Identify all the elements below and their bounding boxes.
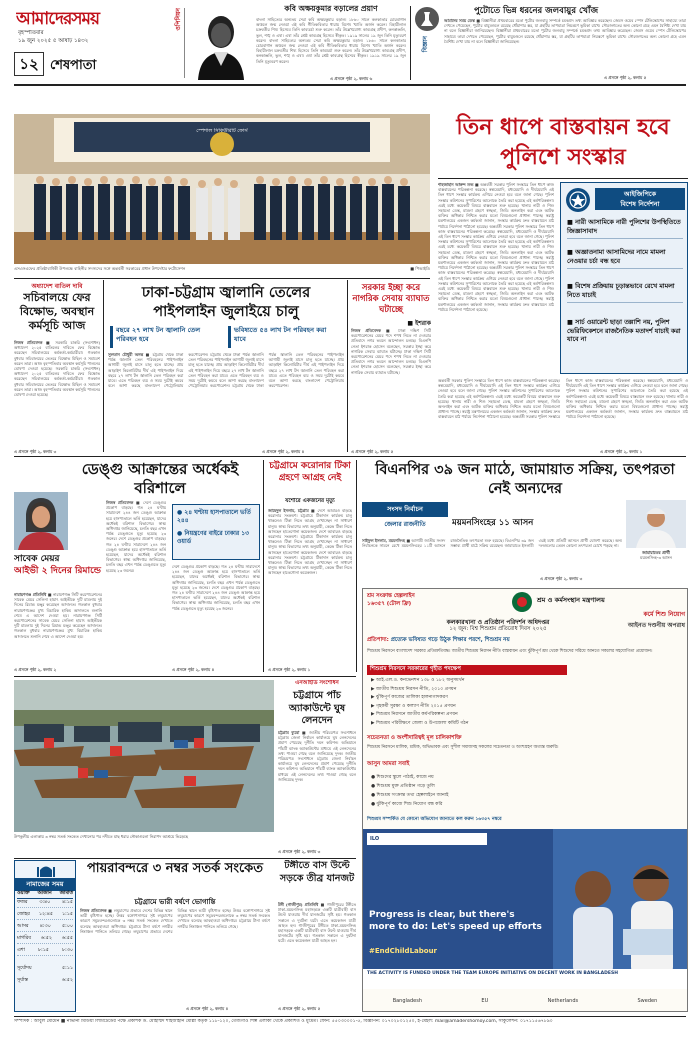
pipeline-bullet: ভবিষ্যতে ৫৪ লাখ টন পরিবহন করা যাবে	[228, 326, 340, 348]
opinion-body: বাংলা সাহিত্যের অন্যতম সেরা কবি অক্ষয়কুমার বড়াল। ১৮৬০ সালে কলকাতার চোরবাগান অঞ্চলে জন্ম নেওয়া এই কবি গীতিকবিতার ধারায় বিশেষ খ্যাতি অর্জন করেন। বিহারীলাল চক্রবর্তীর শিষ্য হিসেবে তিনি কাব্যচর্চা শুরু করেন। তাঁর উল্লেখযোগ্য কাব্যগ্রন্থ প্রদীপ, কনকাঞ্জলি, ভুল, শঙ্খ ও এষা। এষা তাঁর শ্রেষ্ঠ কাব্যগ্রন্থ হিসেবে স্বীকৃত। ১৯১৯ সালের ১৯ জুন তিনি মৃত্যুবরণ করেন। বাংলা সাহিত্যের অন্যতম সেরা কবি অক্ষয়কুমার বড়াল। ১৮৬০ সালে কলকাতার চোরবাগান অঞ্চলে জন্ম নেওয়া এই কবি গীতিকবিতার ধারায় বিশেষ খ্যাতি অর্জন করেন। বিহারীলাল চক্রবর্তীর শিষ্য হিসেবে তিনি কাব্যচর্চা শুরু করেন। তাঁর উল্লেখযোগ্য কাব্যগ্রন্থ প্রদীপ, কনকাঞ্জলি, ভুল, শঙ্খ ও এষা। এষা তাঁর শ্রেষ্ঠ কাব্যগ্রন্থ হিসেবে স্বীকৃত। ১৯১৯ সালের ১৯ জুন তিনি মৃত্যুবরণ করেন।	[256, 17, 406, 64]
photo-banner-text: স্পেশাল সিকিউরিটি ফোর্স	[196, 128, 248, 134]
science-title[interactable]: পুটোতে ভিন্ন ধরনের জলবায়ুর খোঁজ	[474, 6, 599, 16]
pipeline-body: সুলতান চৌধুরী অনন্ত ■ চট্টগ্রাম থেকে ঢাকা পর্যন্ত জ্বালানি তেল পরিবহনের পাইপলাইন আগামী জুলাই মাসে চালু হতে যাচ্ছে। প্রায় আড়াইশ কিলোমিটার দীর্ঘ এই পাইপলাইন দিয়ে বছরে ২৭ লাখ টন জ্বালানি তেল পরিবহন করা যাবে। এতে পরিবহন ব্যয় ও সময় দুটোই কমবে বলে আশা করছে বাংলাদেশ পেট্রোলিয়াম করপোরেশন। চট্টগ্রাম থেকে ঢাকা পর্যন্ত জ্বালানি তেল পরিবহনের পাইপলাইন আগামী জুলাই মাসে চালু হতে যাচ্ছে। প্রায় আড়াইশ কিলোমিটার দীর্ঘ এই পাইপলাইন দিয়ে বছরে ২৭ লাখ টন জ্বালানি তেল পরিবহন করা যাবে। এতে পরিবহন ব্যয় ও সময় দুটোই কমবে বলে আশা করছে বাংলাদেশ পেট্রোলিয়াম করপোরেশন। চট্টগ্রাম থেকে ঢাকা পর্যন্ত জ্বালানি তেল পরিবহনের পাইপলাইন আগামী জুলাই মাসে চালু হতে যাচ্ছে। প্রায় আড়াইশ কিলোমিটার দীর্ঘ এই পাইপলাইন দিয়ে বছরে ২৭ লাখ টন জ্বালানি তেল পরিবহন করা যাবে। এতে পরিবহন ব্যয় ও সময় দুটোই কমবে বলে আশা করছে বাংলাদেশ পেট্রোলিয়াম করপোরেশন।	[108, 352, 344, 389]
masthead-logo[interactable]	[16, 6, 166, 28]
payra-continue[interactable]: এ প্রসঙ্গে পৃষ্ঠা ২, কলাম ৪	[186, 1006, 229, 1011]
section-name: শেষপাতা	[50, 58, 97, 73]
poet-portrait	[190, 8, 252, 80]
sun-row: সূর্যাস্ত ৬:৫২	[17, 978, 73, 983]
divider	[14, 1016, 686, 1017]
ad-list-item: ▶ শিশুশ্রম নিরসনে জাতীয় কর্মপরিকল্পনা প্রণয়ন	[371, 712, 458, 717]
pipeline-headline[interactable]: ঢাকা-চট্টগ্রাম জ্বালানি তেলের পাইপলাইন জুলাইয়ে চালু	[141, 284, 311, 320]
ad-banner	[363, 829, 687, 989]
ad-footnote: শিশুশ্রম সম্পর্কিত যে কোনো অভিযোগ জানাতে কল করুন ১৬৩৫৭ নম্বরে	[367, 817, 502, 822]
bus-body: টঙ্গী (গাজীপুর) প্রতিনিধি ■ গাজীপুরের টঙ্গীতে ঢাকা-ময়মনসিংহ মহাসড়কে একটি যাত্রীবাহী বাস উল্টে যাওয়ায় দীর্ঘ যানজটের সৃষ্টি হয়। গতকাল সকালে এ দুর্ঘটনা ঘটে। এতে কয়েকজন যাত্রী আহত হন। গাজীপুরের টঙ্গীতে ঢাকা-ময়মনসিংহ মহাসড়কে একটি যাত্রীবাহী বাস উল্টে যাওয়ায় দীর্ঘ যানজটের সৃষ্টি হয়। গতকাল সকালে এ দুর্ঘটনা ঘটে। এতে কয়েকজন যাত্রী আহত হন।	[278, 902, 356, 944]
police-headline[interactable]: তিন ধাপে বাস্তবায়ন হবে পুলিশে সংস্কার	[456, 114, 670, 170]
ad-intro: শিশুশ্রম নিরসনে বাংলাদেশ সরকার প্রতিশ্রুতিবদ্ধ। জাতীয় শিশুশ্রম নিরসন নীতি বাস্তবায়ন এবং ঝুঁকিপূর্ণ শ্রম থেকে শিশুদের সরিয়ে আনতে সকলের সহযোগিতা প্রয়োজন।	[367, 649, 653, 654]
divider	[263, 460, 264, 672]
sachibalaya-continue[interactable]: এ প্রসঙ্গে পৃষ্ঠা ২, কলাম ৩	[14, 449, 57, 454]
ad-section2-title: সচেতনতা ও অংশীদারিত্বই মূল চালিকাশক্তি	[367, 735, 462, 741]
prayer-row: ফজর ৩:৪০ ৪:১৫	[17, 899, 73, 908]
corona-body: জাহেদুল ইসলাম, চট্টগ্রাম ■ দেশে আবারও বাড়ছে করোনার সংক্রমণ। চট্টগ্রামে টিকাদান কার্যক্রম চালু থাকলেও টিকা নিতে আগ্রহ দেখাচ্ছেন না সাধারণ মানুষ। স্বাস্থ্য বিভাগের তথ্য অনুযায়ী, কেন্দ্রে টিকা নিতে আসছেন হাতেগোনা কয়েকজন। দেশে আবারও বাড়ছে করোনার সংক্রমণ। চট্টগ্রামে টিকাদান কার্যক্রম চালু থাকলেও টিকা নিতে আগ্রহ দেখাচ্ছেন না সাধারণ মানুষ। স্বাস্থ্য বিভাগের তথ্য অনুযায়ী, কেন্দ্রে টিকা নিতে আসছেন হাতেগোনা কয়েকজন। দেশে আবারও বাড়ছে করোনার সংক্রমণ। চট্টগ্রামে টিকাদান কার্যক্রম চালু থাকলেও টিকা নিতে আগ্রহ দেখাচ্ছেন না সাধারণ মানুষ। স্বাস্থ্য বিভাগের তথ্য অনুযায়ী, কেন্দ্রে টিকা নিতে আসছেন হাতেগোনা কয়েকজন।	[268, 508, 352, 576]
ivy-caption: সাবেক মেয়র আইভী ২ দিনের রিমান্ডে	[14, 554, 101, 576]
pipeline-continue[interactable]: এ প্রসঙ্গে পৃষ্ঠা ২, কলাম ৪	[262, 449, 305, 454]
prayer-times-box	[14, 860, 76, 1012]
divider	[410, 6, 411, 80]
ad-list-item: ● শিশুশ্রম মুক্ত প্রতিষ্ঠান গড়ে তুলি	[371, 784, 435, 789]
jamaat-photo-caption: জামায়াতের প্রার্থী ময়মনসিংহ-৩ আসন	[640, 550, 672, 560]
prayer-row: মাগরিব ৬:৫২ ৬:৫৫	[17, 935, 73, 944]
ad-theme: প্রতিপাদ্য: প্রত্যেক ভবিষ্যত গড়ে উঠুক শিক্ষার পরশে, শিশুশ্রম নয়	[367, 637, 510, 643]
ad-right-title: কর্মে শিশু নিয়োগ আইনত দণ্ডনীয় অপরাধ	[627, 611, 685, 629]
ivy-photo[interactable]	[14, 492, 68, 550]
police-body-cont: অন্তর্বর্তী সরকার পুলিশ সংস্কারে তিন ধাপে কাজ বাস্তবায়নের পরিকল্পনা করেছে। স্বল্পমেয়াদি, মধ্যমেয়াদি ও দীর্ঘমেয়াদি এই তিন ধাপে সংস্কার কার্যক্রম এগিয়ে নেওয়া হবে বলে জানা গেছে। পুলিশ সংস্কার কমিশনের সুপারিশের আলোকে তৈরি করা হয়েছে এই কর্মপরিকল্পনা। এরই মধ্যে কয়েকটি বিষয়ে বাস্তবায়ন শুরু হয়েছে। থানায় নারী ও শিশু সহায়তা ডেস্ক, মামলা গ্রহণে স্বচ্ছতা, জিডি অনলাইন করা এবং আটক ব্যক্তির অধিকার নিশ্চিত করার মতো বিষয়গুলো প্রাধান্য পাচ্ছে। স্বরাষ্ট্র মন্ত্রণালয়ের একজন কর্মকর্তা জানান, সংস্কার কার্যক্রম দ্রুত বাস্তবায়নে মাঠ পর্যায়ে নির্দেশনা পাঠানো হয়েছে। অন্তর্বর্তী সরকার পুলিশ সংস্কারে তিন ধাপে কাজ বাস্তবায়নের পরিকল্পনা করেছে। স্বল্পমেয়াদি, মধ্যমেয়াদি ও দীর্ঘমেয়াদি এই তিন ধাপে সংস্কার কার্যক্রম এগিয়ে নেওয়া হবে বলে জানা গেছে। পুলিশ সংস্কার কমিশনের সুপারিশের আলোকে তৈরি করা হয়েছে এই কর্মপরিকল্পনা। এরই মধ্যে কয়েকটি বিষয়ে বাস্তবায়ন শুরু হয়েছে। থানায় নারী ও শিশু সহায়তা ডেস্ক, মামলা গ্রহণে স্বচ্ছতা, জিডি অনলাইন করা এবং আটক ব্যক্তির অধিকার নিশ্চিত করার মতো বিষয়গুলো প্রাধান্য পাচ্ছে। স্বরাষ্ট্র মন্ত্রণালয়ের একজন কর্মকর্তা জানান, সংস্কার কার্যক্রম দ্রুত বাস্তবায়নে মাঠ পর্যায়ে নির্দেশনা পাঠানো হয়েছে।	[438, 378, 688, 420]
partner-logo: Netherlands	[547, 998, 579, 1004]
dengue-headline[interactable]: ডেঙ্গু আক্রান্তের অর্ধেকই বরিশালে	[81, 460, 239, 497]
divider	[14, 84, 686, 86]
page-number: ১২	[19, 55, 39, 73]
igp-item: ■ অজ্ঞাতনামা আসামিদের নামে মামলা নেওয়ার চর্চা বন্ধ হবে	[567, 249, 683, 269]
ad-children-photo	[553, 829, 687, 989]
prayer-row: জোহর ১২:৪৫ ১:১৫	[17, 911, 73, 920]
corona-subhead: যশোরে একজনের মৃত্যু	[285, 498, 335, 504]
science-icon	[414, 6, 440, 32]
pipeline-bullet: বছরে ২৭ লাখ টন জ্বালানি তেল পরিবহন হবে	[110, 326, 222, 348]
igp-item: ■ নারী আসামিকে নারী পুলিশের উপস্থিতিতে জিজ্ঞাসাবাদ	[567, 219, 683, 239]
ad-partner-logos	[363, 991, 687, 1011]
chittagong-kicker: এনআইডি সংশোধন	[295, 680, 339, 686]
ad-list-item: ● ঝুঁকিপূর্ণ কাজে শিশু নিয়োগ বন্ধ করি	[371, 802, 443, 807]
sachibalaya-headline[interactable]: সচিবালয়ে ফের বিক্ষোভ, অবস্থান কর্মসূচি আজ	[19, 291, 95, 332]
dengue-body-cont: দেশে ডেঙ্গুর প্রকোপ বাড়ছে। গত ২৪ ঘণ্টায় সারাদেশে ২৪৪ জন ডেঙ্গু আক্রান্ত হয়ে হাসপাতালে ভর্তি হয়েছেন, যাদের অর্ধেকই বরিশাল বিভাগের। স্বাস্থ্য অধিদপ্তর জানিয়েছে, চলতি বছর এখন পর্যন্ত ডেঙ্গুতে মৃত্যু হয়েছে ২৩ জনের। দেশে ডেঙ্গুর প্রকোপ বাড়ছে। গত ২৪ ঘণ্টায় সারাদেশে ২৪৪ জন ডেঙ্গু আক্রান্ত হয়ে হাসপাতালে ভর্তি হয়েছেন, যাদের অর্ধেকই বরিশাল বিভাগের। স্বাস্থ্য অধিদপ্তর জানিয়েছে, চলতি বছর এখন পর্যন্ত ডেঙ্গুতে মৃত্যু হয়েছে ২৩ জনের।	[172, 564, 260, 611]
opinion-title[interactable]: কবি অক্ষয়কুমার বড়ালের প্রয়াণ	[284, 4, 378, 13]
logo-text: আমাদেরসময়	[16, 9, 99, 28]
divider	[14, 456, 686, 457]
science-body: আমাদের সময় ডেস্ক ■ বিজ্ঞানীরা প্রথমবারের মতো পুটোর জলবায়ু সম্পর্কে চমকপ্রদ তথ্য আবিষ্কার করেছেন। জেমস ওয়েব স্পেস টেলিস্কোপের সাহায্যে তারা দেখতে পেয়েছেন, পুটোর বায়ুমণ্ডলে রয়েছে ধোঁয়াশার স্তর, যা গ্রহটির তাপমাত্রা নিয়ন্ত্রণে ভূমিকা রাখে। সৌরজগতের অন্য কোনো গ্রহে এমন বৈশিষ্ট্য দেখা যায় না বলে বিজ্ঞানীরা জানিয়েছেন। বিজ্ঞানীরা প্রথমবারের মতো পুটোর জলবায়ু সম্পর্কে চমকপ্রদ তথ্য আবিষ্কার করেছেন। জেমস ওয়েব স্পেস টেলিস্কোপের সাহায্যে তারা দেখতে পেয়েছেন, পুটোর বায়ুমণ্ডলে রয়েছে ধোঁয়াশার স্তর, যা গ্রহটির তাপমাত্রা নিয়ন্ত্রণে ভূমিকা রাখে। সৌরজগতের অন্য কোনো গ্রহে এমন বৈশিষ্ট্য দেখা যায় না বলে বিজ্ঞানীরা জানিয়েছেন।	[444, 18, 686, 44]
issue-day: বৃহস্পতিবার	[18, 30, 44, 36]
bnp-body: সাইফুল ইসলাম, ময়মনসিংহ ■ আগামী জাতীয় সংসদ নির্বাচনকে সামনে রেখে ময়মনসিংহের ১১টি আসনে রাজনৈতিক তৎপরতা শুরু হয়েছে। বিএনপির ৩৯ জন সম্ভাব্য প্রার্থী মাঠে সক্রিয় রয়েছেন। জামায়াতে ইসলামী এরই মধ্যে প্রতিটি আসনে প্রার্থী ঘোষণা করেছে। অন্য দলগুলোর তেমন কোনো তৎপরতা চোখে পড়ছে না।	[362, 538, 622, 549]
bus-continue[interactable]: এ প্রসঙ্গে পৃষ্ঠা ২, কলাম ৫	[278, 1006, 321, 1011]
divider	[356, 460, 357, 672]
ad-section2-body: শিশুশ্রম নিরসনে মালিক, শ্রমিক, অভিভাবক এবং সুশীল সমাজসহ সকলের সচেতনতা ও অংশগ্রহণ অত্যন্ত জরুরি।	[367, 745, 559, 750]
prayer-row: এশা ৮:১৫ ৮:৩০	[17, 947, 73, 956]
partner-logo: Sweden	[637, 998, 658, 1004]
jamaat-photo[interactable]	[626, 500, 686, 548]
child-labour-ad[interactable]	[362, 588, 688, 1012]
science-continue[interactable]: এ প্রসঙ্গে পৃষ্ঠা ২, কলাম ৫	[604, 75, 647, 80]
govt-headline[interactable]: সরকার ইচ্ছা করে নাগরিক সেবায় ব্যাঘাত ঘটাচ্ছে	[352, 283, 430, 315]
prayer-title: নামাজের সময়	[15, 878, 75, 891]
ad-slogan: Progress is clear, but there's more to do: Let's speed up efforts	[369, 910, 542, 932]
ad-list-item: ▶ জাতীয় শিশুশ্রম নিরসন নীতি, ২০১০ প্রণয়ন	[371, 686, 457, 692]
chittagong-headline[interactable]: চট্টগ্রামে পাঁচ অ্যাকাউন্টে ঘুষ লেনদেন	[288, 690, 346, 726]
ad-helpline: শ্রম সংক্রান্ত হেল্পলাইন ১৬৩৫৭ (টোল ফ্রি)	[367, 593, 415, 607]
ad-section1-title: শিশুশ্রম নিরসনে সরকারের গৃহীত পদক্ষেপ	[367, 665, 567, 675]
sun-row: সূর্যোদয় ৫:১১	[17, 966, 73, 971]
prayer-row: আসর ৪:৩০ ৫:০০	[17, 923, 73, 932]
police-continue[interactable]: এ প্রসঙ্গে পৃষ্ঠা ২, কলাম ১	[600, 449, 643, 454]
divider	[14, 676, 356, 677]
ad-list-item: ▶ গৃহকর্মী সুরক্ষা ও কল্যাণ নীতি ২০১৫ প্রণয়ন	[371, 703, 456, 709]
payra-subhead: চট্টগ্রামে ভারী বর্ষণে ভোগান্তি	[134, 898, 216, 906]
payra-headline[interactable]: পায়রাবন্দরে ৩ নম্বর সতর্ক সংকেত	[86, 861, 264, 876]
igp-item: ■ বিশেষ প্রক্রিয়ায় চূড়ান্তভাবে রেখে মামলা নিতে যাচাই	[567, 283, 683, 303]
govt-attribution: ■ ইশরাক	[407, 320, 431, 327]
bnp-district: ময়মনসিংহের ১১ আসন	[452, 518, 534, 528]
photo-credit: ■ পিআইডি	[410, 266, 430, 271]
chittagong-body: চট্টগ্রাম ব্যুরো ■ জাতীয় পরিচয়পত্র সংশোধনে চট্টগ্রাম জেলা নির্বাচন কার্যালয়ে ঘুষ লেনদেনের প্রমাণ পেয়েছে দুর্নীতি দমন কমিশন। অভিযানে পাঁচটি ব্যাংক অ্যাকাউন্টের মাধ্যমে এই লেনদেনের তথ্য পাওয়া গেছে বলে জানিয়েছে দুদক। জাতীয় পরিচয়পত্র সংশোধনে চট্টগ্রাম জেলা নির্বাচন কার্যালয়ে ঘুষ লেনদেনের প্রমাণ পেয়েছে দুর্নীতি দমন কমিশন। অভিযানে পাঁচটি ব্যাংক অ্যাকাউন্টের মাধ্যমে এই লেনদেনের তথ্য পাওয়া গেছে বলে জানিয়েছে দুদক।	[278, 730, 356, 782]
igp-box	[560, 182, 688, 374]
imprint-footer: সম্পাদক : আবুল মোমেন ■ নাভানা মিডিয়া লিমিটেডের পক্ষে প্রকাশক ড. মোহাম্মদ শাহজাহান মোল্লা কর্তৃক ১১৮-১২০, তেজগাঁও শিল্প এলাকা থেকে প্রকাশিত ও মুদ্রিত। ফোন: ৫৫০৩০০০১-৫, বিজ্ঞাপন: ০১৭০২৮০১২৫০, ই-মেইল: mail@amadershomoy.com, সার্কুলেশন: ০১৭১১৫৬৭৮৯০	[14, 1019, 553, 1024]
opinion-side-label: ওপিনিয়ন	[171, 8, 185, 78]
sachibalaya-body: নিজস্ব প্রতিবেদক ■ সরকারি চাকরি (সংশোধন) অধ্যাদেশ ২০২৫ বাতিলের দাবিতে ফের বিক্ষোভ করেছেন সচিবালয়ের কর্মকর্তা-কর্মচারীরা। গতকাল বুধবার সচিবালয়ের ভেতরে বিক্ষোভ মিছিল ও সমাবেশ করেন তারা। আজ বৃহস্পতিবার অবস্থান কর্মসূচি পালনের ঘোষণা দেওয়া হয়েছে। সরকারি চাকরি (সংশোধন) অধ্যাদেশ ২০২৫ বাতিলের দাবিতে ফের বিক্ষোভ করেছেন সচিবালয়ের কর্মকর্তা-কর্মচারীরা। গতকাল বুধবার সচিবালয়ের ভেতরে বিক্ষোভ মিছিল ও সমাবেশ করেন তারা। আজ বৃহস্পতিবার অবস্থান কর্মসূচি পালনের ঘোষণা দেওয়া হয়েছে।	[14, 340, 100, 398]
partner-logo: Bangladesh	[392, 998, 423, 1004]
ad-list-item: ▶ আই.এল.ও. কনভেনশন ১৩৮ ও ১৮২ অনুসমর্থন	[371, 678, 465, 683]
science-side-label: বিজ্ঞান	[422, 36, 429, 53]
ad-list-item: ● শিশুশ্রম সংক্রান্ত তথ্য হেল্পলাইনে জানাই	[371, 793, 449, 798]
igp-item: ■ সার্চ ওয়ারেন্ট ছাড়া তল্লাশি নয়, পুলিশ ভেরিফিকেশনে রাজনৈতিক মতাদর্শ যাচাই করা যাবে না	[567, 319, 681, 343]
govt-body: নিজস্ব প্রতিবেদক ■ ঢাকা দক্ষিণ সিটি করপোরেশনের মেয়র পদে শপথ নিতে না দেওয়ার প্রতিবাদে নগর ভবনে আন্দোলন চলছে। বিএনপি নেতা ইশরাক হোসেন বলেছেন, সরকার ইচ্ছা করে নাগরিক সেবায় ব্যাঘাত ঘটাচ্ছে। ঢাকা দক্ষিণ সিটি করপোরেশনের মেয়র পদে শপথ নিতে না দেওয়ার প্রতিবাদে নগর ভবনে আন্দোলন চলছে। বিএনপি নেতা ইশরাক হোসেন বলেছেন, সরকার ইচ্ছা করে নাগরিক সেবায় ব্যাঘাত ঘটাচ্ছে।	[351, 328, 431, 375]
dengue-bullet: ● নিয়ন্ত্রণের বাইরে ঢাকার ১৩ ওয়ার্ড	[177, 530, 250, 545]
divider	[438, 178, 688, 179]
ad-section3-title: আসুন আমরা সবাই	[367, 761, 410, 767]
bd-emblem-icon	[511, 591, 533, 613]
ivy-body: নারায়ণগঞ্জ প্রতিনিধি ■ নারায়ণগঞ্জ সিটি করপোরেশনের সাবেক মেয়র সেলিনা হায়াৎ আইভীকে দুটি মামলায় দুই দিনের রিমান্ড মঞ্জুর করেছেন আদালত। গতকাল বুধবার নারায়ণগঞ্জের মুখ্য বিচারিক হাকিম আদালতে শুনানি শেষে এ আদেশ দেওয়া হয়। নারায়ণগঞ্জ সিটি করপোরেশনের সাবেক মেয়র সেলিনা হায়াৎ আইভীকে দুটি মামলায় দুই দিনের রিমান্ড মঞ্জুর করেছেন আদালত। গতকাল বুধবার নারায়ণগঞ্জের মুখ্য বিচারিক হাকিম আদালতে শুনানি শেষে এ আদেশ দেওয়া হয়।	[14, 592, 102, 639]
divider	[103, 280, 104, 452]
boats-caption: উপকূলীয় এলাকায় ৩ নম্বর সতর্ক সংকেত দেখানোর পর নদীতে মাছ ধরার নৌকাগুলো নিরাপদ আশ্রয়ে ভিড়েছে	[14, 834, 189, 839]
bnp-continue[interactable]: এ প্রসঙ্গে পৃষ্ঠা ২, কলাম ৩	[540, 576, 583, 581]
payra-body: নিজস্ব প্রতিবেদক ■ লঘুচাপের প্রভাবে দেশের বিভিন্ন স্থানে ভারী বৃষ্টিপাত হচ্ছে। উত্তর বঙ্গোপসাগরে সৃষ্ট লঘুচাপের কারণে সমুদ্রবন্দরগুলোকে ৩ নম্বর সতর্ক সংকেত দেখাতে বলেছে আবহাওয়া অধিদপ্তর। চট্টগ্রামে টানা বর্ষণে নগরীর নিম্নাঞ্চল পানিতে তলিয়ে গেছে। লঘুচাপের প্রভাবে দেশের বিভিন্ন স্থানে ভারী বৃষ্টিপাত হচ্ছে। উত্তর বঙ্গোপসাগরে সৃষ্ট লঘুচাপের কারণে সমুদ্রবন্দরগুলোকে ৩ নম্বর সতর্ক সংকেত দেখাতে বলেছে আবহাওয়া অধিদপ্তর। চট্টগ্রামে টানা বর্ষণে নগরীর নিম্নাঞ্চল পানিতে তলিয়ে গেছে।	[80, 908, 270, 934]
partner-logo: EU	[481, 998, 489, 1004]
opinion-continue[interactable]: এ প্রসঙ্গে পৃষ্ঠা ২, কলাম ৬	[330, 76, 373, 81]
ad-dept: কলকারখানা ও প্রতিষ্ঠান পরিদর্শন অধিদপ্তর	[446, 619, 550, 626]
ad-hashtag: #EndChildLabour	[369, 947, 438, 955]
ad-list1	[371, 677, 671, 728]
photo-caption: এসএসএফের প্রতিষ্ঠাবার্ষিকী উপলক্ষে বাহিনীর সদস্যদের সঙ্গে অন্তর্বর্তী সরকারের প্রধান উপদেষ্টার ফটোসেশন	[14, 266, 186, 271]
dengue-bullet: ● ২৪ ঘণ্টায় হাসপাতালে ভর্তি ২৪৪	[177, 509, 251, 524]
police-badge-icon	[565, 187, 591, 213]
ad-ministry: শ্রম ও কর্মসংস্থান মন্ত্রণালয়	[537, 596, 605, 604]
ad-logos-top: ILO	[367, 833, 487, 845]
ad-list-item: ● শিশুদের স্কুলে পাঠাই, কাজে নয়	[371, 775, 434, 780]
sachibalaya-kicker: অধ্যাদেশ বাতিল দাবি	[31, 283, 83, 290]
ssf-photo[interactable]	[14, 114, 430, 264]
corona-continue[interactable]: এ প্রসঙ্গে পৃষ্ঠা ২, কলাম ১	[268, 667, 311, 672]
page-number-box	[14, 52, 44, 76]
chittagong-continue[interactable]: এ প্রসঙ্গে পৃষ্ঠা ২, কলাম ৩	[278, 849, 321, 854]
mosque-icon	[36, 863, 56, 877]
divider	[14, 278, 430, 279]
dengue-continue[interactable]: এ প্রসঙ্গে পৃষ্ঠা ২, কলাম ৪	[172, 667, 215, 672]
issue-date: ১৯ জুন ২০২৫ ৫ আষাঢ় ১৪৩২	[18, 38, 89, 44]
corona-headline[interactable]: চট্টগ্রামে করোনার টিকা গ্রহণে আগ্রহ নেই	[269, 461, 351, 483]
ad-list3	[371, 773, 671, 809]
police-body: শাহজাহান আকন্দ শুভ ■ অন্তর্বর্তী সরকার পুলিশ সংস্কারে তিন ধাপে কাজ বাস্তবায়নের পরিকল্পনা করেছে। স্বল্পমেয়াদি, মধ্যমেয়াদি ও দীর্ঘমেয়াদি এই তিন ধাপে সংস্কার কার্যক্রম এগিয়ে নেওয়া হবে বলে জানা গেছে। পুলিশ সংস্কার কমিশনের সুপারিশের আলোকে তৈরি করা হয়েছে এই কর্মপরিকল্পনা। এরই মধ্যে কয়েকটি বিষয়ে বাস্তবায়ন শুরু হয়েছে। থানায় নারী ও শিশু সহায়তা ডেস্ক, মামলা গ্রহণে স্বচ্ছতা, জিডি অনলাইন করা এবং আটক ব্যক্তির অধিকার নিশ্চিত করার মতো বিষয়গুলো প্রাধান্য পাচ্ছে। স্বরাষ্ট্র মন্ত্রণালয়ের একজন কর্মকর্তা জানান, সংস্কার কার্যক্রম দ্রুত বাস্তবায়নে মাঠ পর্যায়ে নির্দেশনা পাঠানো হয়েছে। অন্তর্বর্তী সরকার পুলিশ সংস্কারে তিন ধাপে কাজ বাস্তবায়নের পরিকল্পনা করেছে। স্বল্পমেয়াদি, মধ্যমেয়াদি ও দীর্ঘমেয়াদি এই তিন ধাপে সংস্কার কার্যক্রম এগিয়ে নেওয়া হবে বলে জানা গেছে। পুলিশ সংস্কার কমিশনের সুপারিশের আলোকে তৈরি করা হয়েছে এই কর্মপরিকল্পনা। এরই মধ্যে কয়েকটি বিষয়ে বাস্তবায়ন শুরু হয়েছে। থানায় নারী ও শিশু সহায়তা ডেস্ক, মামলা গ্রহণে স্বচ্ছতা, জিডি অনলাইন করা এবং আটক ব্যক্তির অধিকার নিশ্চিত করার মতো বিষয়গুলো প্রাধান্য পাচ্ছে। স্বরাষ্ট্র মন্ত্রণালয়ের একজন কর্মকর্তা জানান, সংস্কার কার্যক্রম দ্রুত বাস্তবায়নে মাঠ পর্যায়ে নির্দেশনা পাঠানো হয়েছে। অন্তর্বর্তী সরকার পুলিশ সংস্কারে তিন ধাপে কাজ বাস্তবায়নের পরিকল্পনা করেছে। স্বল্পমেয়াদি, মধ্যমেয়াদি ও দীর্ঘমেয়াদি এই তিন ধাপে সংস্কার কার্যক্রম এগিয়ে নেওয়া হবে বলে জানা গেছে। পুলিশ সংস্কার কমিশনের সুপারিশের আলোকে তৈরি করা হয়েছে এই কর্মপরিকল্পনা। এরই মধ্যে কয়েকটি বিষয়ে বাস্তবায়ন শুরু হয়েছে। থানায় নারী ও শিশু সহায়তা ডেস্ক, মামলা গ্রহণে স্বচ্ছতা, জিডি অনলাইন করা এবং আটক ব্যক্তির অধিকার নিশ্চিত করার মতো বিষয়গুলো প্রাধান্য পাচ্ছে। স্বরাষ্ট্র মন্ত্রণালয়ের একজন কর্মকর্তা জানান, সংস্কার কার্যক্রম দ্রুত বাস্তবায়নে মাঠ পর্যায়ে নির্দেশনা পাঠানো হয়েছে।	[438, 182, 554, 312]
dengue-body: নিজস্ব প্রতিবেদক ■ দেশে ডেঙ্গুর প্রকোপ বাড়ছে। গত ২৪ ঘণ্টায় সারাদেশে ২৪৪ জন ডেঙ্গু আক্রান্ত হয়ে হাসপাতালে ভর্তি হয়েছেন, যাদের অর্ধেকই বরিশাল বিভাগের। স্বাস্থ্য অধিদপ্তর জানিয়েছে, চলতি বছর এখন পর্যন্ত ডেঙ্গুতে মৃত্যু হয়েছে ২৩ জনের। দেশে ডেঙ্গুর প্রকোপ বাড়ছে। গত ২৪ ঘণ্টায় সারাদেশে ২৪৪ জন ডেঙ্গু আক্রান্ত হয়ে হাসপাতালে ভর্তি হয়েছেন, যাদের অর্ধেকই বরিশাল বিভাগের। স্বাস্থ্য অধিদপ্তর জানিয়েছে, চলতি বছর এখন পর্যন্ত ডেঙ্গুতে মৃত্যু হয়েছে ২৩ জনের।	[106, 500, 166, 573]
bus-headline[interactable]: টঙ্গীতে বাস উল্টে সড়কে তীব্র যানজট	[279, 860, 355, 884]
bnp-headline[interactable]: বিএনপির ৩৯ জন মাঠে, জামায়াত সক্রিয়, তৎপরতা নেই অন্যদের	[375, 461, 675, 497]
election-tag: সংসদ নির্বাচন জেলার রাজনীতি	[362, 502, 448, 532]
govt-continue[interactable]: এ প্রসঙ্গে পৃষ্ঠা ২, কলাম ৫	[351, 449, 394, 454]
boats-photo[interactable]	[14, 680, 274, 832]
prayer-header: ওয়াক্ত আজান জামাত	[17, 890, 73, 899]
ad-list-item: ▶ ঝুঁকিপূর্ণ কাজের তালিকা হালনাগাদকরণ	[371, 695, 448, 700]
ad-funding-text: THE ACTIVITY IS FUNDED UNDER THE TEAM EUROPE INITIATIVE ON DECENT WORK IN BANGLADESH	[363, 969, 687, 989]
ad-day-title: ১২ জুন: বিশ্ব শিশুশ্রম প্রতিরোধ দিবস ২০২৫	[449, 626, 547, 632]
ivy-continue[interactable]: এ প্রসঙ্গে পৃষ্ঠা ২, কলাম ২	[14, 667, 57, 672]
divider	[14, 858, 356, 859]
dengue-bullets	[172, 504, 260, 560]
ad-list-item: ▶ শিশুশ্রম পরিবীক্ষণে জেলা ও উপজেলা কমিটি গঠন	[371, 720, 469, 726]
igp-box-title: আইজিপিকে বিশেষ নির্দেশনা	[595, 188, 685, 210]
divider	[347, 280, 348, 452]
